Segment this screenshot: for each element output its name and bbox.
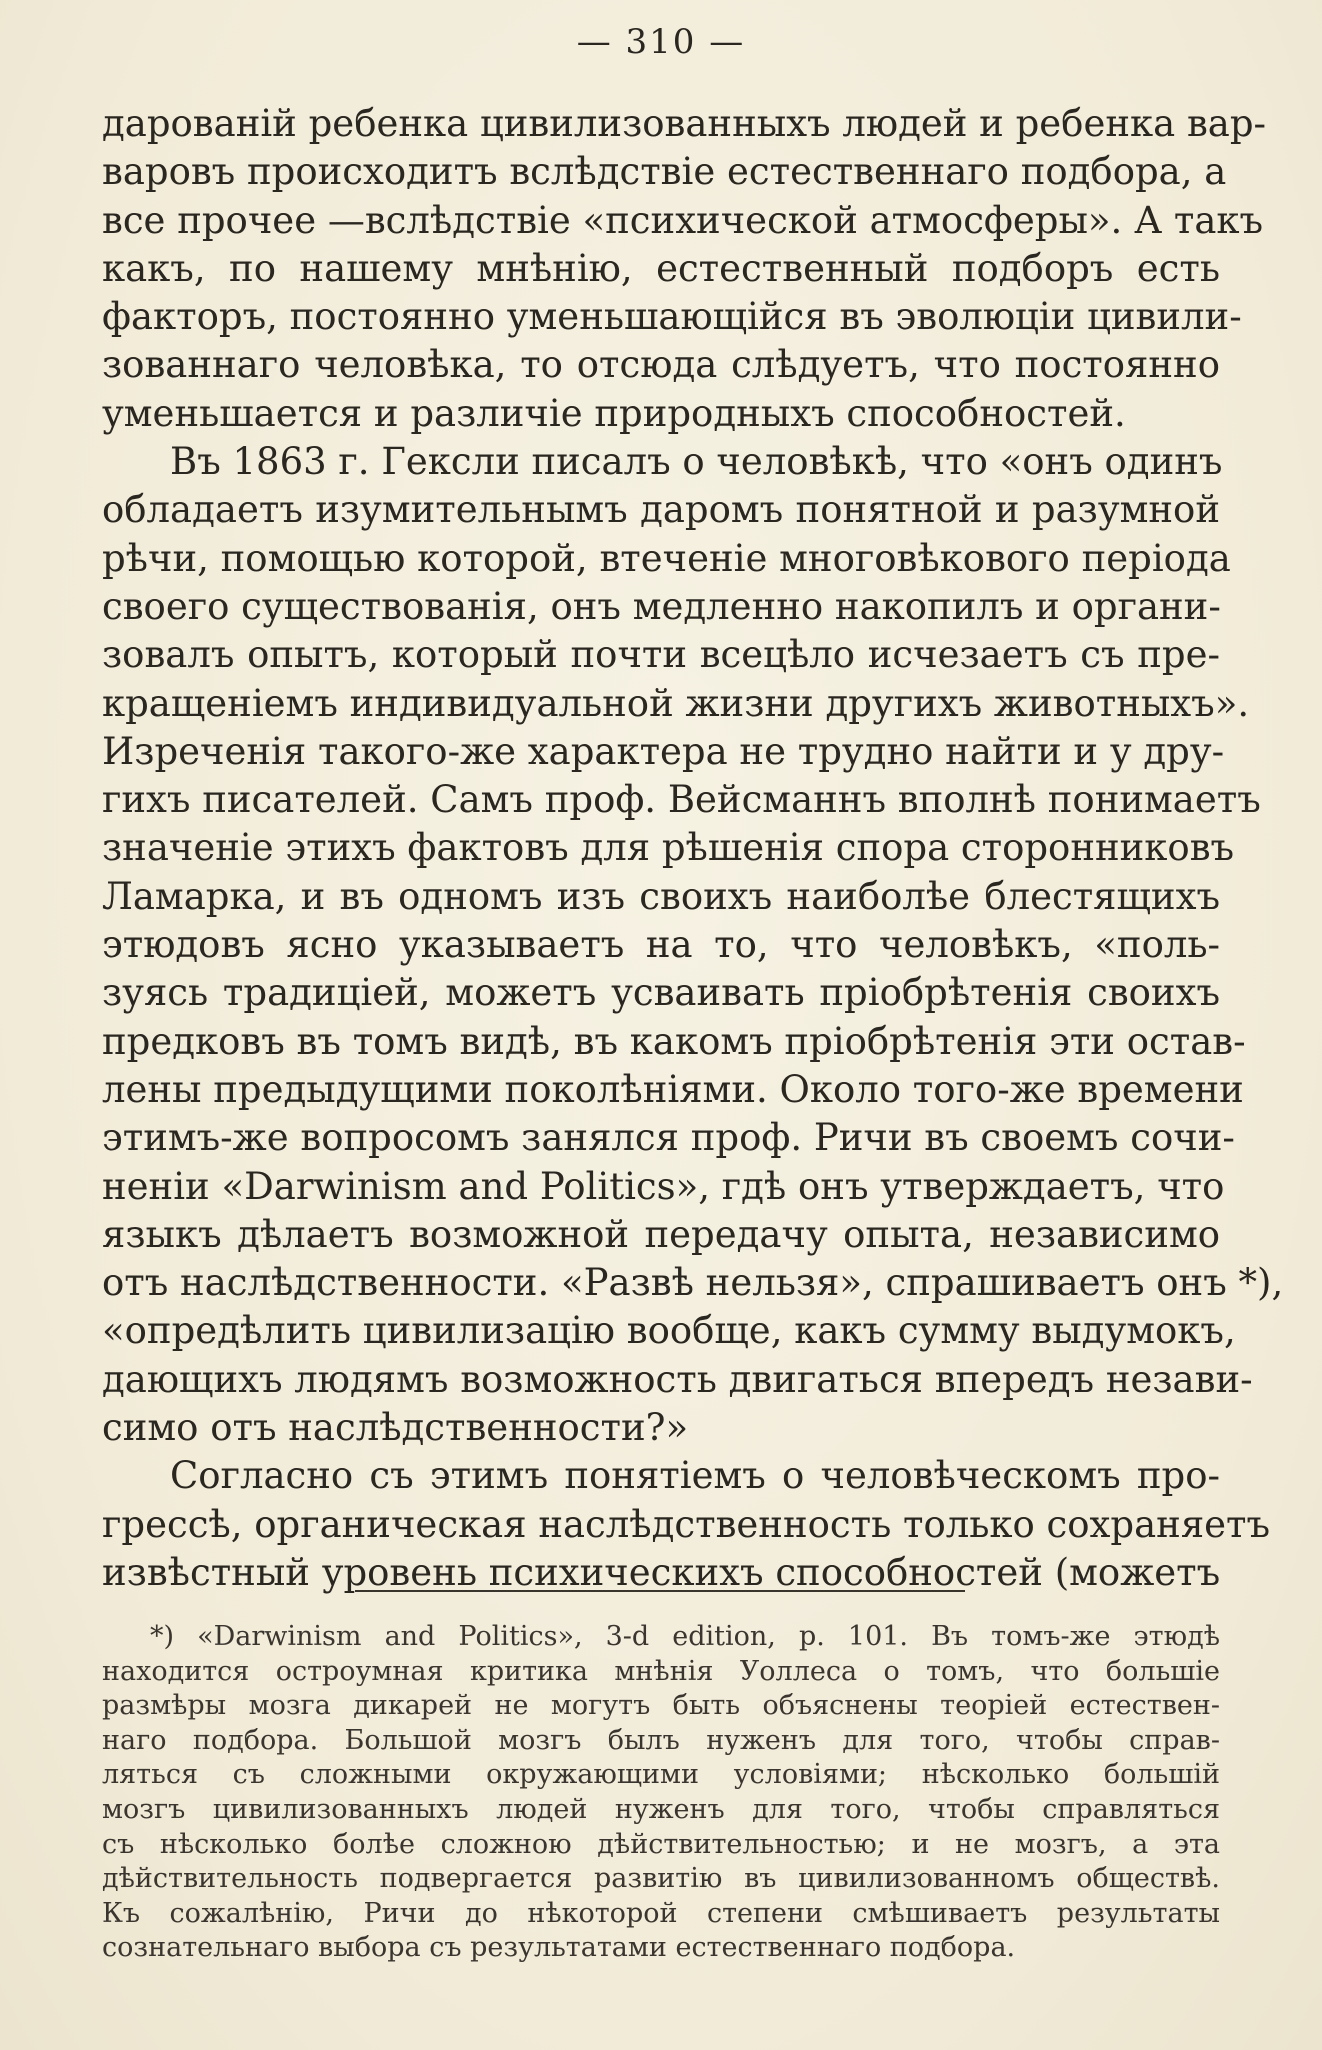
footnote-block <box>102 1620 1220 1966</box>
footnote-line: мозгъ цивилизованныхъ людей нуженъ для того, чтобы справляться <box>102 1793 1220 1825</box>
footnote-line: сознательнаго выбора съ результатами естественнаго подбора. <box>102 1932 1016 1964</box>
text-line: гихъ писателей. Самъ проф. Вейсманнъ вполнѣ понимаетъ <box>102 778 1261 822</box>
text-line: зуясь традиціей, можетъ усваивать пріобрѣтенія своихъ <box>102 971 1220 1015</box>
text-line: варовъ происходитъ вслѣдствіе естественнаго подбора, а <box>102 150 1227 194</box>
text-line: дающихъ людямъ возможность двигаться впередъ незави- <box>102 1357 1253 1401</box>
text-line: лены предыдущими поколѣніями. Около того-же времени <box>102 1067 1244 1111</box>
text-line: отъ наслѣдственности. «Развѣ нельзя», спрашиваетъ онъ *), <box>102 1261 1284 1305</box>
footnote-line: съ нѣсколько болѣе сложною дѣйствительностью; и не мозгъ, а эта <box>102 1828 1220 1860</box>
text-line: все прочее —вслѣдствіе «психической атмосферы». А такъ <box>102 198 1264 242</box>
text-line: Изреченія такого-же характера не трудно найти и у дру- <box>102 729 1225 773</box>
text-line: Согласно съ этимъ понятіемъ о человѣческомъ про- <box>170 1454 1220 1498</box>
text-line: зовалъ опытъ, который почти всецѣло исчезаетъ съ пре- <box>102 633 1220 677</box>
text-line: дарованій ребенка цивилизованныхъ людей и ребенка вар- <box>102 102 1267 145</box>
footnote-line: размѣры мозга дикарей не могутъ быть объяснены теоріей естествен- <box>102 1690 1220 1722</box>
text-line: обладаетъ изумительнымъ даромъ понятной и разумной <box>102 488 1220 532</box>
text-line: значеніе этихъ фактовъ для рѣшенія спора сторонниковъ <box>102 826 1235 870</box>
text-line: кращеніемъ индивидуальной жизни другихъ животныхъ». <box>102 681 1250 725</box>
page-number: — 310 — <box>576 22 746 62</box>
text-line: этимъ-же вопросомъ занялся проф. Ричи въ своемъ сочи- <box>102 1116 1235 1160</box>
footnote-line: находится остроумная критика мнѣнія Уоллеса о томъ, что большіе <box>102 1655 1220 1687</box>
text-line: неніи «Darwinism and Politics», гдѣ онъ утверждаетъ, что <box>102 1164 1225 1208</box>
footnote-line: ляться съ сложными окружающими условіями; нѣсколько большій <box>102 1759 1220 1791</box>
text-line: языкъ дѣлаетъ возможной передачу опыта, независимо <box>102 1212 1220 1256</box>
text-line: этюдовъ ясно указываетъ на то, что человѣкъ, «поль- <box>102 923 1220 967</box>
text-line: уменьшается и различіе природныхъ способностей. <box>102 391 1126 435</box>
footnote-line: Къ сожалѣнію, Ричи до нѣкоторой степени смѣшиваетъ результаты <box>102 1897 1220 1929</box>
text-line: факторъ, постоянно уменьшающійся въ эволюціи цивили- <box>102 295 1242 339</box>
text-line: симо отъ наслѣдственности?» <box>102 1406 689 1450</box>
footnote-line: *) «Darwinism and Politics», 3-d edition, p. 101. Въ томъ-же этюдѣ <box>150 1621 1220 1652</box>
text-line: своего существованія, онъ медленно накопилъ и органи- <box>102 584 1221 628</box>
footnote-line: наго подбора. Большой мозгъ былъ нуженъ для того, чтобы справ- <box>102 1724 1220 1756</box>
text-line: извѣстный уровень психическихъ способностей (можетъ <box>102 1550 1221 1594</box>
footnote-divider <box>355 1590 965 1592</box>
text-line: грессѣ, органическая наслѣдственность только сохраняетъ <box>102 1502 1271 1546</box>
text-line: зованнаго человѣка, то отсюда слѣдуетъ, что постоянно <box>102 343 1220 387</box>
text-line: Ламарка, и въ одномъ изъ своихъ наиболѣе блестящихъ <box>102 874 1220 918</box>
footnote-line: дѣйствительность подвергается развитію въ цивилизованномъ обществѣ. <box>102 1863 1220 1895</box>
text-line: предковъ въ томъ видѣ, въ какомъ пріобрѣтенія эти остав- <box>102 1019 1246 1063</box>
text-line: рѣчи, помощью которой, втеченіе многовѣкового періода <box>102 536 1231 580</box>
main-text <box>102 100 1284 1597</box>
text-line: Въ 1863 г. Гексли писалъ о человѣкѣ, что «онъ одинъ <box>170 440 1223 484</box>
text-line: «опредѣлить цивилизацію вообще, какъ сумму выдумокъ, <box>102 1309 1236 1353</box>
text-line: какъ, по нашему мнѣнію, естественный подборъ есть <box>102 246 1220 290</box>
